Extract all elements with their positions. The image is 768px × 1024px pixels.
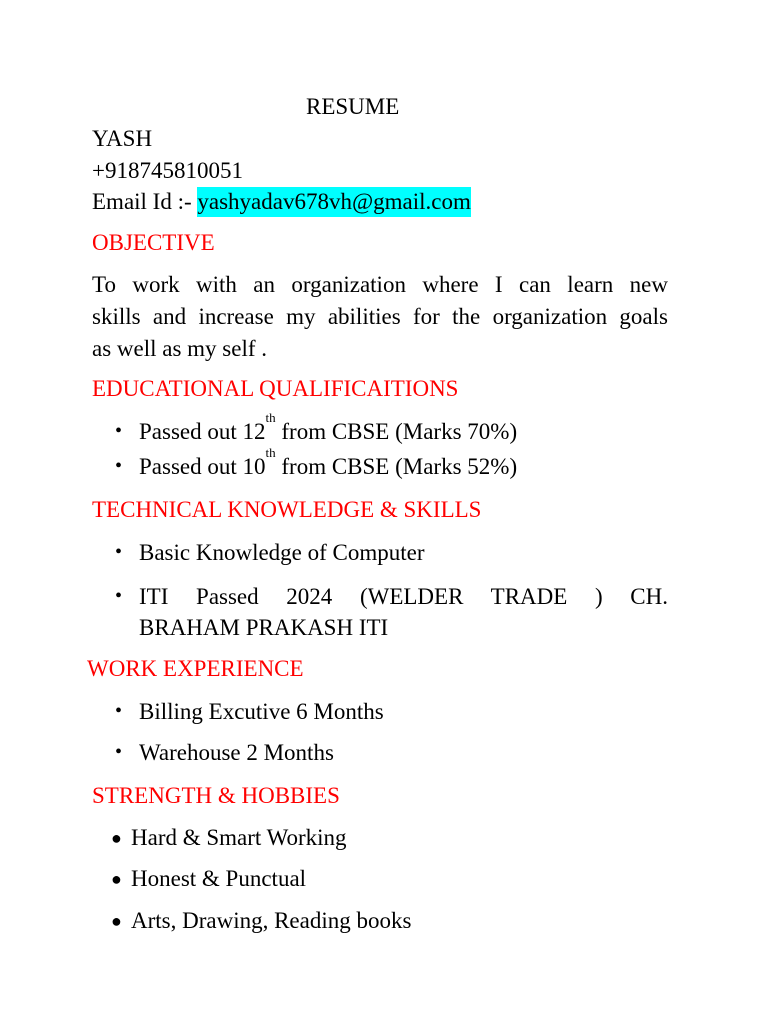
strength-item: Hard & Smart Working <box>131 825 347 850</box>
objective-line-3: as well as my self . <box>92 336 268 361</box>
bullet-icon: ● <box>111 911 122 931</box>
objective-line-1: To work with an organization where I can learn new <box>92 272 668 297</box>
bullet-icon: • <box>115 541 123 563</box>
strength-item: Arts, Drawing, Reading books <box>131 908 412 933</box>
bullet-icon: ● <box>111 828 122 848</box>
education-item: Passed out 12th from CBSE (Marks 70%) <box>139 410 518 444</box>
email-line <box>92 190 471 213</box>
bullet-icon: • <box>115 741 123 763</box>
resume-title: RESUME <box>306 94 400 119</box>
skill-item-line-2: BRAHAM PRAKASH ITI <box>139 615 389 640</box>
skill-item: Basic Knowledge of Computer <box>139 540 425 565</box>
bullet-icon: • <box>115 700 123 722</box>
phone-number: +918745810051 <box>92 158 243 183</box>
bullet-icon: • <box>115 585 123 607</box>
objective-heading: OBJECTIVE <box>92 230 215 255</box>
education-item: Passed out 10th from CBSE (Marks 52%) <box>139 445 518 479</box>
bullet-icon: ● <box>111 869 122 889</box>
bullet-icon: • <box>115 455 123 477</box>
experience-item: Warehouse 2 Months <box>139 740 334 765</box>
email-address: yashyadav678vh@gmail.com <box>197 187 470 217</box>
objective-line-2: skills and increase my abilities for the organization goals <box>92 304 668 329</box>
skills-heading: TECHNICAL KNOWLEDGE & SKILLS <box>92 497 482 522</box>
experience-heading: WORK EXPERIENCE <box>87 656 304 681</box>
strength-item: Honest & Punctual <box>131 866 307 891</box>
bullet-icon: • <box>115 420 123 442</box>
candidate-name: YASH <box>92 126 153 151</box>
strengths-heading: STRENGTH & HOBBIES <box>92 783 340 808</box>
email-label: Email Id :- <box>92 189 192 214</box>
skill-item-line-1: ITI Passed 2024 (WELDER TRADE ) CH. <box>139 584 668 609</box>
education-heading: EDUCATIONAL QUALIFICAITIONS <box>92 376 459 401</box>
experience-item: Billing Excutive 6 Months <box>139 699 384 724</box>
